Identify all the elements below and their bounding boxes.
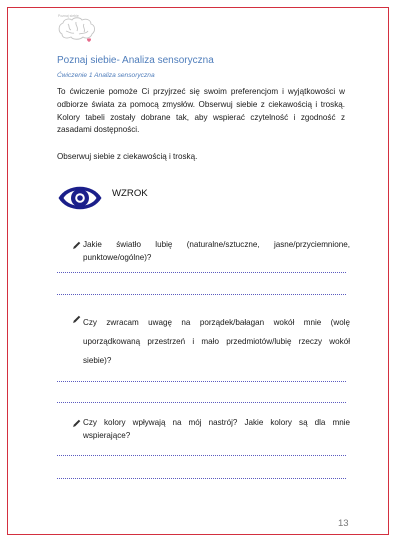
logo-text: Poznaj siebie [58, 14, 79, 18]
answer-line[interactable] [57, 381, 346, 382]
answer-line[interactable] [57, 455, 346, 456]
brain-logo [54, 14, 100, 48]
pencil-icon [72, 315, 81, 324]
answer-line[interactable] [57, 272, 346, 273]
question-text: Jakie światło lubię (naturalne/sztuczne, jasne/przyciemnione, punktowe/ogólne)? [83, 240, 350, 262]
observe-prompt: Obserwuj siebie z ciekawością i troską. [57, 152, 198, 161]
question-3 [72, 417, 350, 442]
page-number: 13 [338, 518, 349, 529]
sense-title: WZROK [112, 188, 148, 199]
pencil-icon [72, 419, 81, 428]
question-text: Czy zwracam uwagę na porządek/bałagan wokół mnie (wolę uporządkowaną przestrzeń i mało przedmiotów/lubię rzeczy wokół siebie)? [83, 318, 350, 365]
exercise-subtitle: Ćwiczenie 1 Analiza sensoryczna [57, 72, 155, 79]
eye-icon [57, 182, 103, 214]
answer-line[interactable] [57, 294, 346, 295]
answer-line[interactable] [57, 478, 346, 479]
question-text: Czy kolory wpływają na mój nastrój? Jakie kolory są dla mnie wspierające? [83, 418, 350, 440]
intro-paragraph: To ćwiczenie pomoże Ci przyjrzeć się swoim preferencjom i wyjątkowości w odbiorze świata za pomocą zmysłów. Obserwuj siebie z ciekawością i troską. Kolory tabeli zostały dobrane tak, aby wspierać czytelność i zgodność z zasadami dostępności. [57, 87, 345, 135]
pencil-icon [72, 241, 81, 250]
answer-line[interactable] [57, 402, 346, 403]
page-title: Poznaj siebie- Analiza sensoryczna [57, 55, 214, 66]
question-1 [72, 239, 350, 264]
question-2 [72, 313, 350, 370]
